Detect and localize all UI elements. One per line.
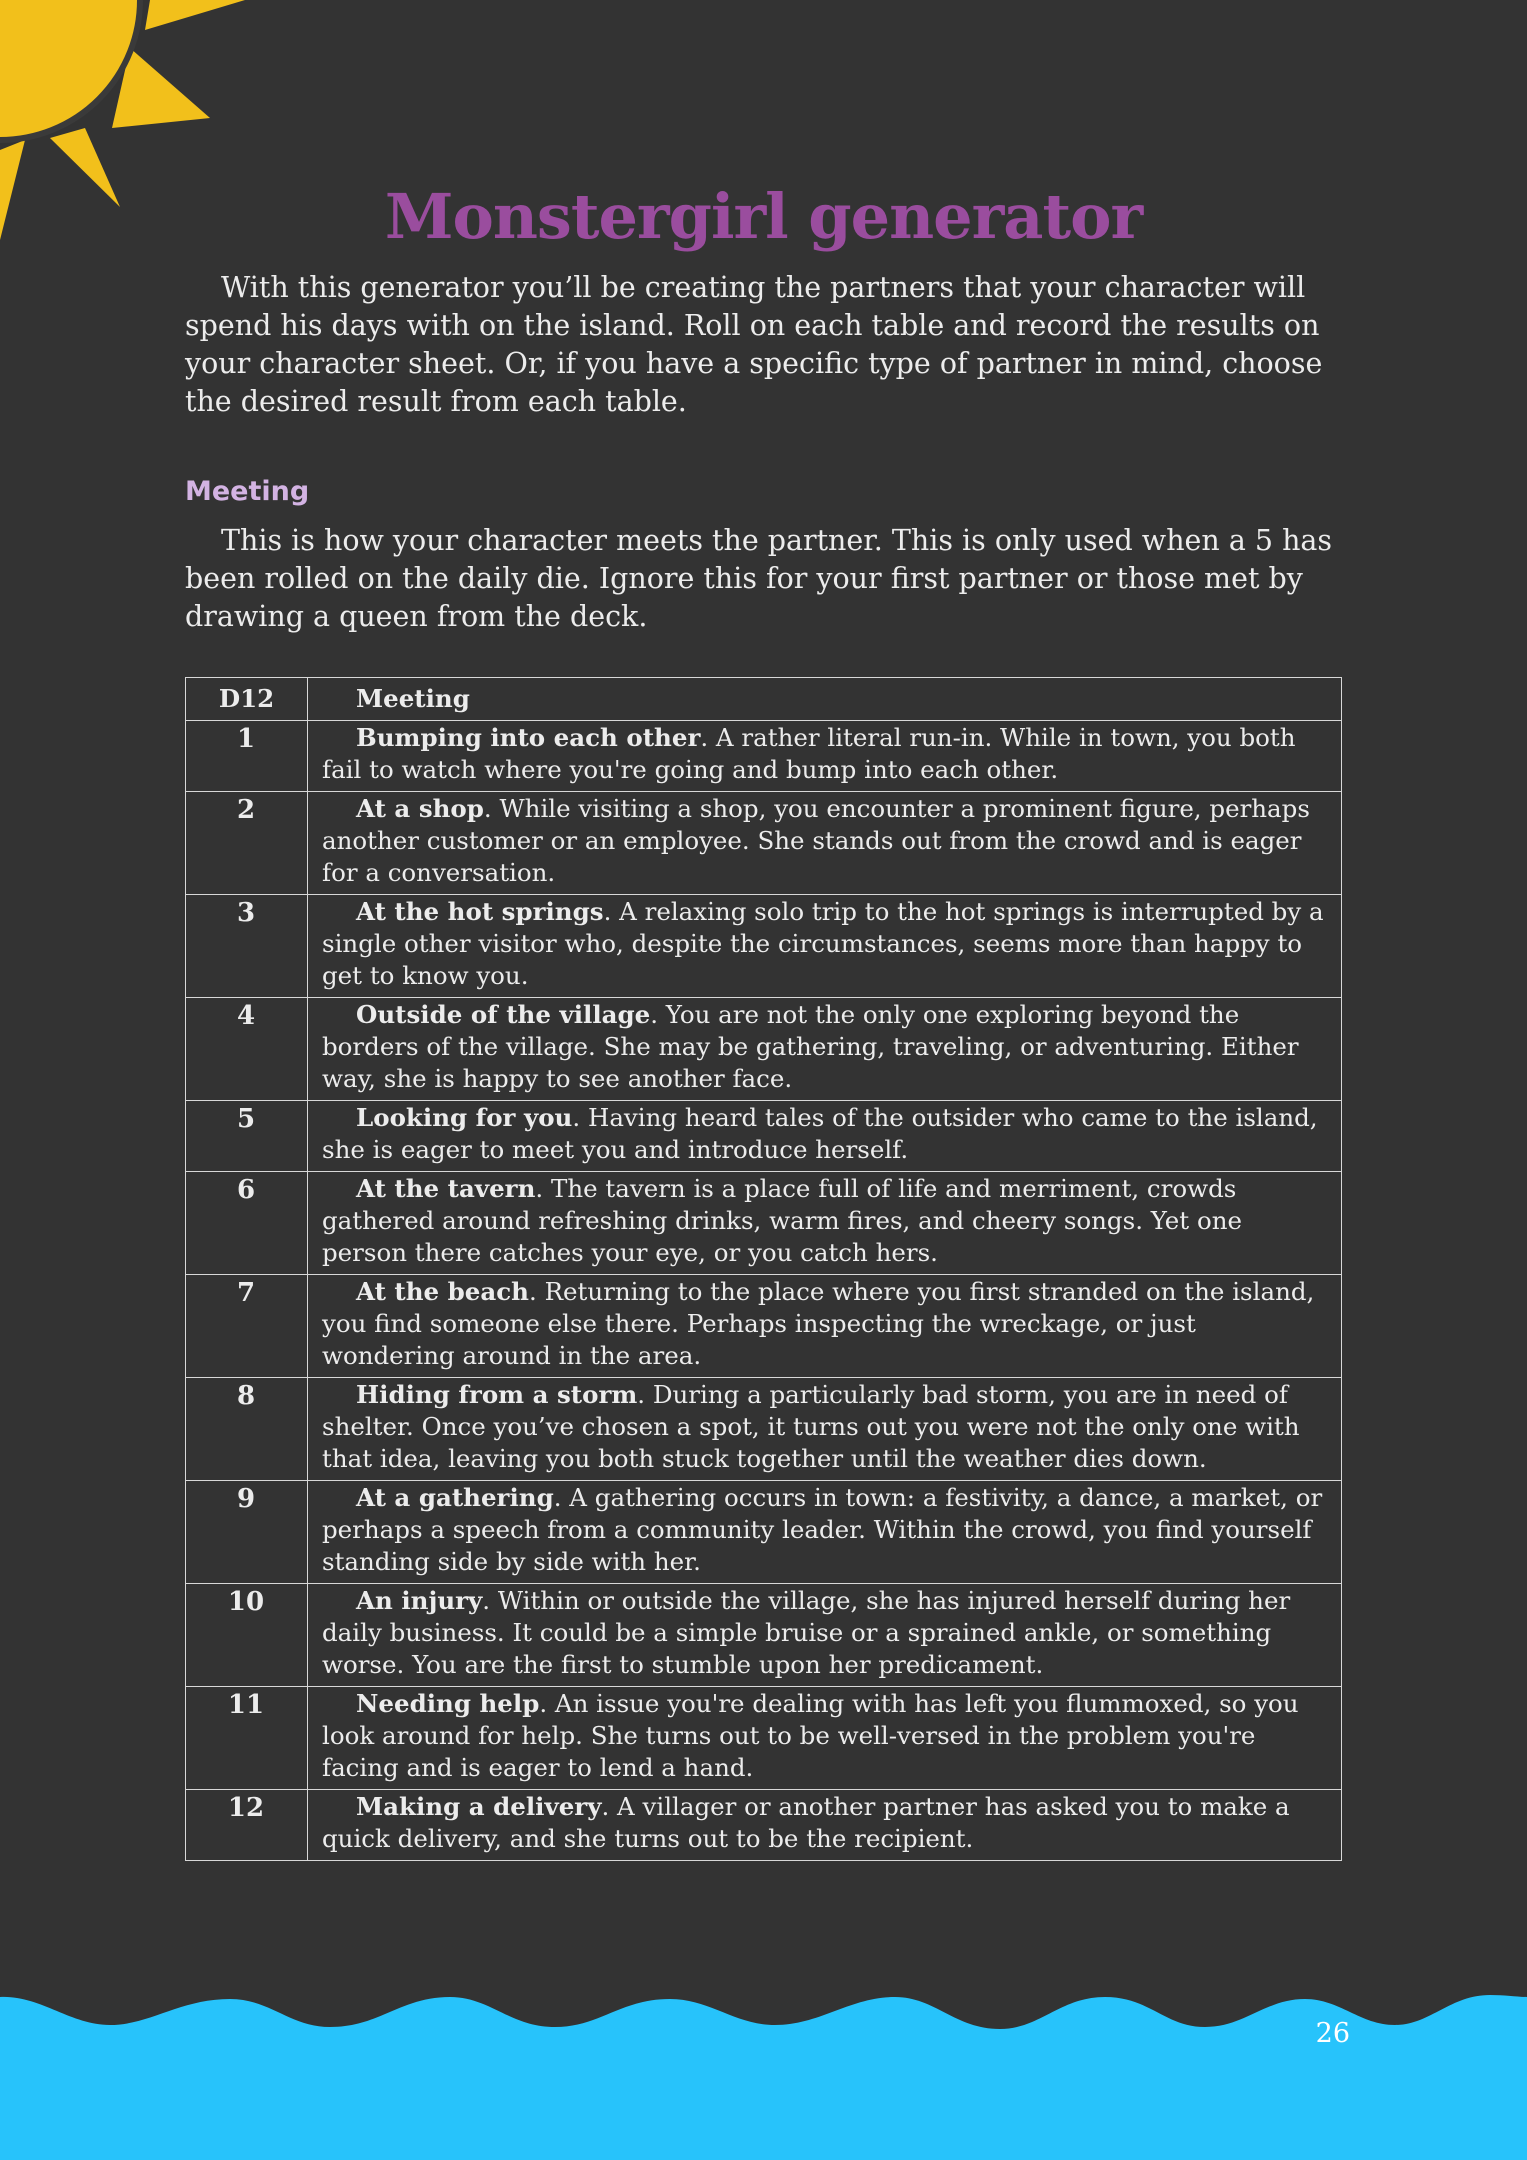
meeting-text: . Returning to the place where you first stranded on the island, you find someone else there. Perhaps inspecting the wreckage, or just wondering around in the area. xyxy=(322,1277,1315,1370)
roll-value: 11 xyxy=(186,1687,308,1790)
meeting-name: At the tavern xyxy=(356,1174,536,1203)
meeting-description xyxy=(308,1172,1342,1275)
table-row xyxy=(186,1275,1342,1378)
table-row xyxy=(186,895,1342,998)
meeting-name: Needing help xyxy=(356,1689,540,1718)
column-header-meeting: Meeting xyxy=(308,678,1342,721)
roll-value: 9 xyxy=(186,1481,308,1584)
meeting-text: . A relaxing solo trip to the hot springs is interrupted by a single other visitor who, despite the circumstances, seems more than happy to get to know you. xyxy=(322,897,1324,990)
table-row xyxy=(186,1378,1342,1481)
meeting-name: An injury xyxy=(356,1586,483,1615)
meeting-description xyxy=(308,1687,1342,1790)
meeting-name: Outside of the village xyxy=(356,1000,651,1029)
roll-value: 2 xyxy=(186,792,308,895)
table-row xyxy=(186,1172,1342,1275)
table-row xyxy=(186,1687,1342,1790)
meeting-description xyxy=(308,1275,1342,1378)
roll-value: 12 xyxy=(186,1790,308,1861)
meeting-description xyxy=(308,1481,1342,1584)
meeting-text: . An issue you're dealing with has left you flummoxed, so you look around for help. She turns out to be well-versed in the problem you're facing and is eager to lend a hand. xyxy=(322,1689,1299,1782)
meeting-name: Making a delivery xyxy=(356,1792,602,1821)
meeting-text: . A rather literal run-in. While in town, you both fail to watch where you're going and bump into each other. xyxy=(322,723,1296,784)
meeting-text: . Within or outside the village, she has injured herself during her daily business. It could be a simple bruise or a sprained ankle, or something worse. You are the first to stumble upon her predicament. xyxy=(322,1586,1291,1679)
table-row xyxy=(186,998,1342,1101)
roll-value: 5 xyxy=(186,1101,308,1172)
meeting-name: At a gathering xyxy=(356,1483,554,1512)
table-row xyxy=(186,1101,1342,1172)
intro-paragraph: With this generator you’ll be creating the partners that your character will spend his days with on the island. Roll on each table and record the results on your character sheet. Or, if you have a specific type of partner in mind, choose the desired result from each table. xyxy=(185,271,1323,418)
meeting-text: . While visiting a shop, you encounter a prominent figure, perhaps another customer or an employee. She stands out from the crowd and is eager for a conversation. xyxy=(322,794,1310,887)
table-row xyxy=(186,1481,1342,1584)
roll-value: 1 xyxy=(186,721,308,792)
meeting-intro-paragraph: This is how your character meets the partner. This is only used when a 5 has been rolled on the daily die. Ignore this for your first partner or those met by drawing a queen from the deck. xyxy=(185,524,1333,633)
page-title: Monstergirl generator xyxy=(384,180,1143,253)
meeting-text: . A villager or another partner has asked you to make a quick delivery, and she turns out to be the recipient. xyxy=(322,1792,1290,1853)
meeting-name: At the beach xyxy=(356,1277,529,1306)
roll-value: 8 xyxy=(186,1378,308,1481)
table-row xyxy=(186,721,1342,792)
meeting-text: . A gathering occurs in town: a festivity, a dance, a market, or perhaps a speech from a community leader. Within the crowd, you find yourself standing side by side with her. xyxy=(322,1483,1323,1576)
page-number: 26 xyxy=(1315,2018,1350,2049)
meeting-text: . Having heard tales of the outsider who came to the island, she is eager to meet you and introduce herself. xyxy=(322,1103,1318,1164)
table-row xyxy=(186,1584,1342,1687)
meeting-description xyxy=(308,1378,1342,1481)
meeting-description xyxy=(308,1790,1342,1861)
meeting-description xyxy=(308,1584,1342,1687)
meeting-text: . During a particularly bad storm, you are in need of shelter. Once you’ve chosen a spot, it turns out you were not the only one with that idea, leaving you both stuck together until the weather dies down. xyxy=(322,1380,1300,1473)
meeting-description xyxy=(308,721,1342,792)
meeting-name: At the hot springs xyxy=(356,897,604,926)
table-row xyxy=(186,792,1342,895)
roll-value: 6 xyxy=(186,1172,308,1275)
roll-value: 10 xyxy=(186,1584,308,1687)
roll-value: 7 xyxy=(186,1275,308,1378)
meeting-text: . You are not the only one exploring beyond the borders of the village. She may be gathering, traveling, or adventuring. Either way, she is happy to see another face. xyxy=(322,1000,1299,1093)
sea-waves-illustration xyxy=(0,1985,1527,2160)
meeting-description xyxy=(308,998,1342,1101)
table-row xyxy=(186,1790,1342,1861)
meeting-name: At a shop xyxy=(356,794,484,823)
roll-value: 3 xyxy=(186,895,308,998)
section-heading-meeting: Meeting xyxy=(185,476,310,507)
meeting-name: Hiding from a storm xyxy=(356,1380,638,1409)
meeting-text: . The tavern is a place full of life and merriment, crowds gathered around refreshing drinks, warm fires, and cheery songs. Yet one person there catches your eye, or you catch hers. xyxy=(322,1174,1242,1267)
meeting-description xyxy=(308,792,1342,895)
meeting-description xyxy=(308,1101,1342,1172)
meeting-table xyxy=(185,677,1342,1861)
column-header-d12: D12 xyxy=(186,678,308,721)
table-header-row xyxy=(186,678,1342,721)
meeting-name: Looking for you xyxy=(356,1103,573,1132)
roll-value: 4 xyxy=(186,998,308,1101)
meeting-description xyxy=(308,895,1342,998)
meeting-name: Bumping into each other xyxy=(356,723,701,752)
